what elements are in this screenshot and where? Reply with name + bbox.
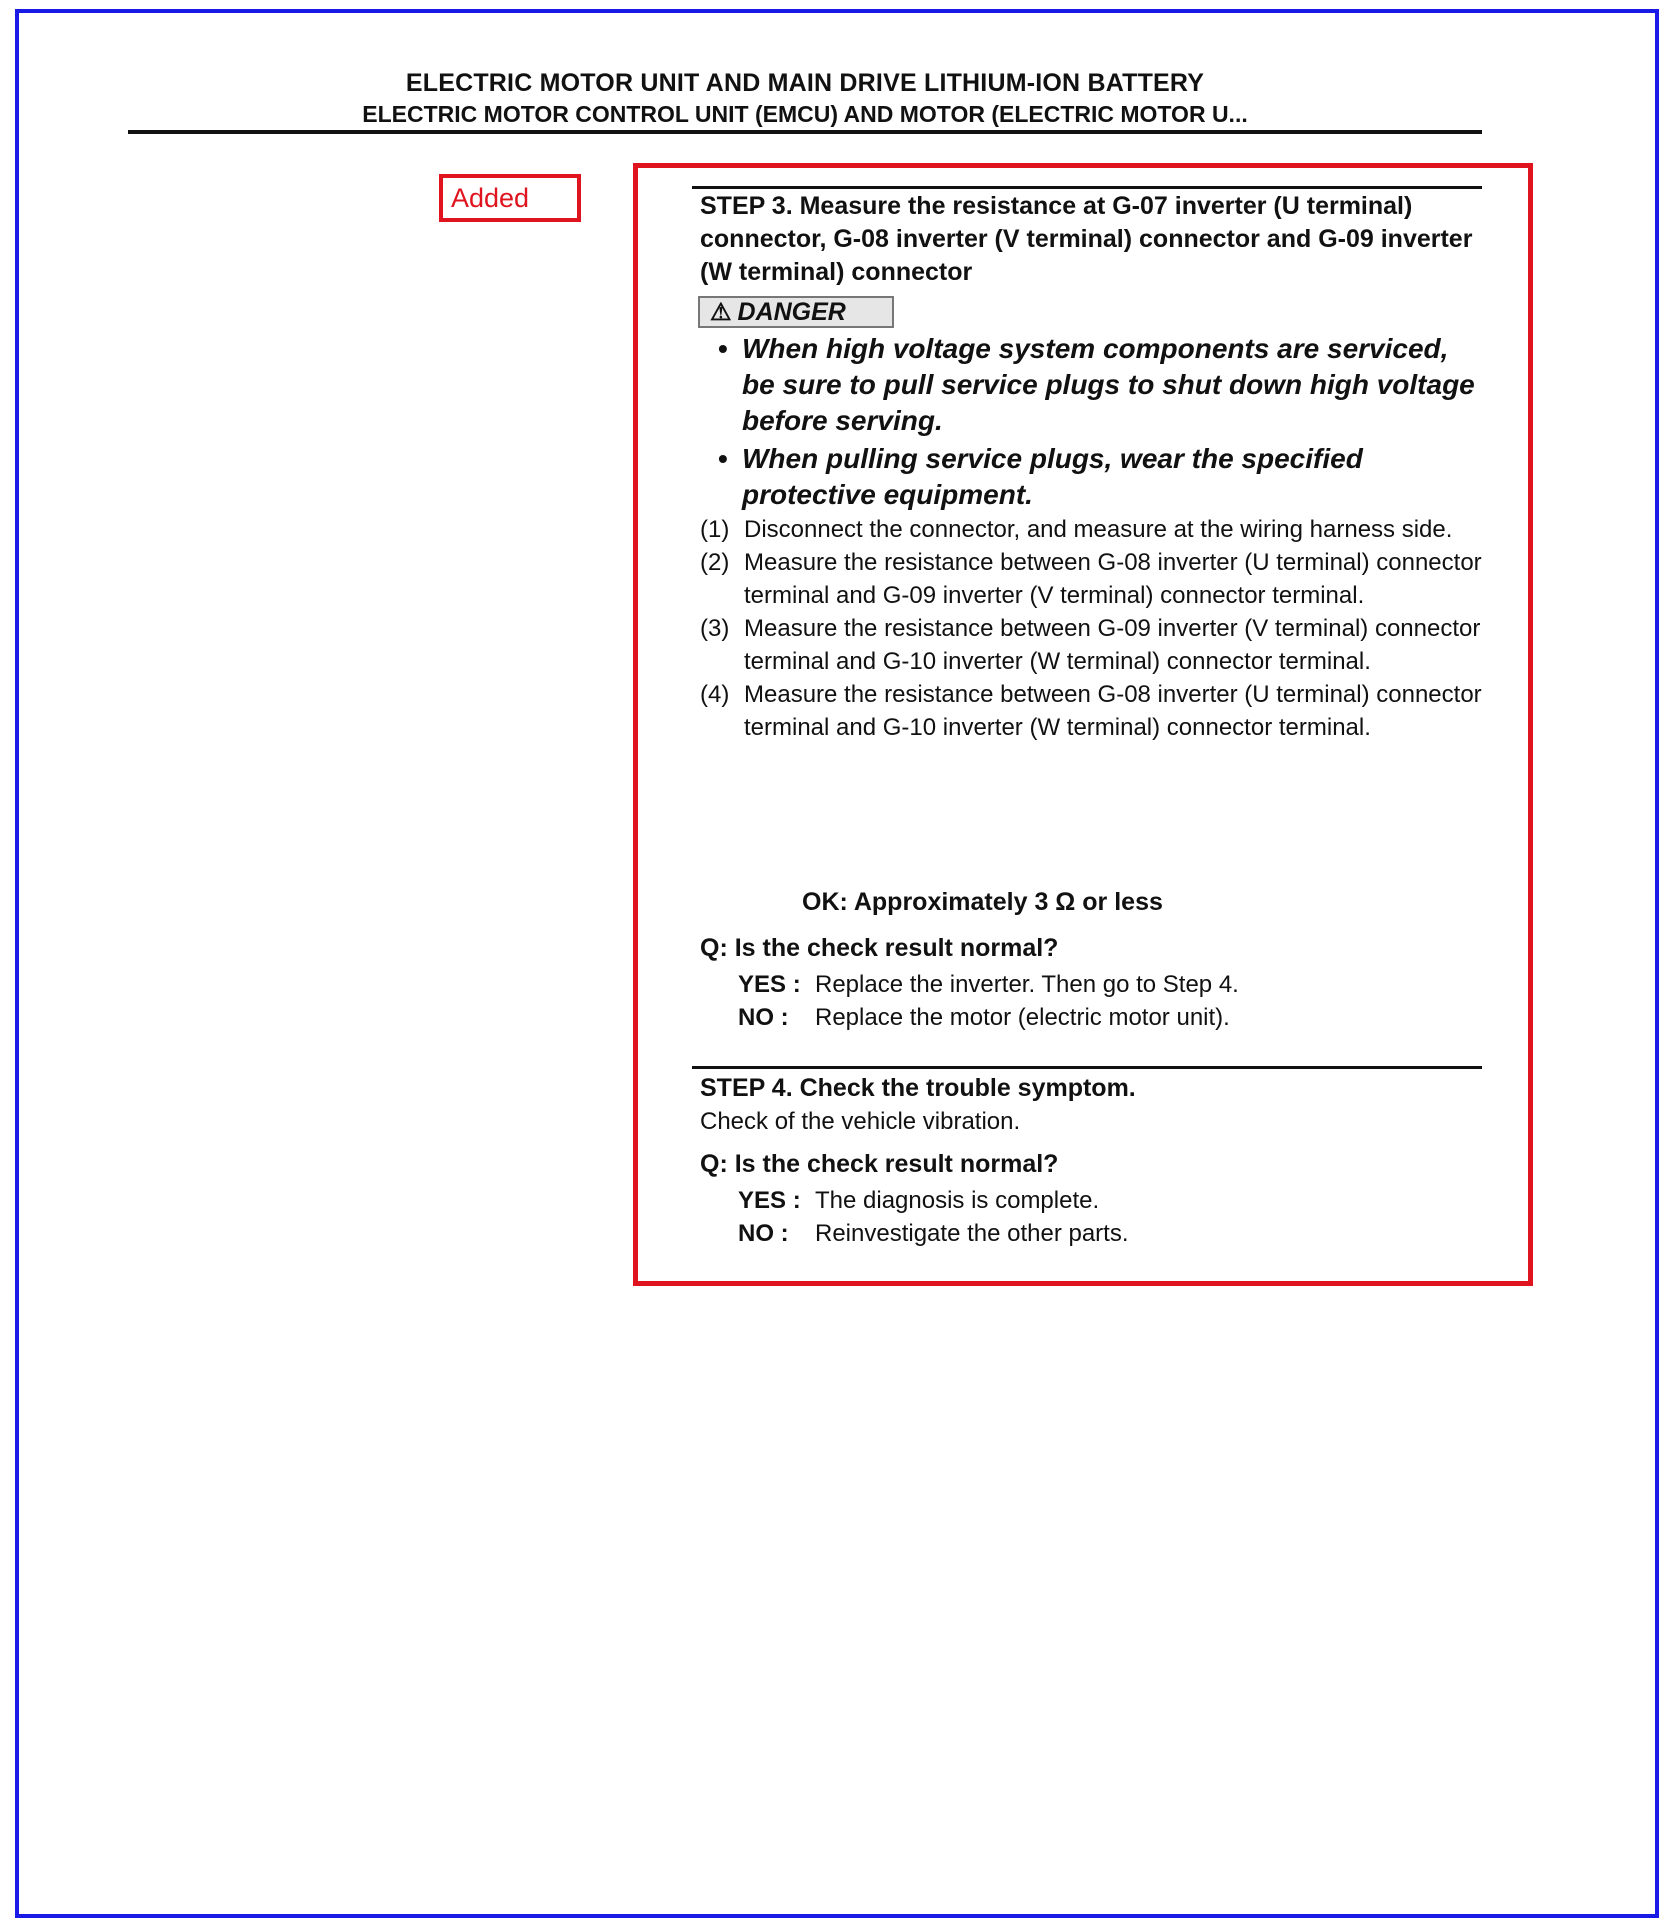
header-title: ELECTRIC MOTOR UNIT AND MAIN DRIVE LITHIUM-ION BATTERY: [405, 69, 1205, 97]
content-box: [633, 163, 1533, 1286]
procedure-item: [700, 546, 1490, 612]
step4-yes-answer: [738, 1184, 1099, 1217]
no-text: Reinvestigate the other parts.: [815, 1220, 1129, 1247]
step3-no-answer: [738, 1001, 1230, 1034]
header-rule: [128, 130, 1482, 134]
procedure-text: Measure the resistance between G-09 inverter (V terminal) connector terminal and G-10 inverter (W terminal) connector terminal.: [744, 615, 1481, 675]
danger-list: [718, 331, 1478, 515]
procedure-item: [700, 612, 1490, 678]
procedure-number: (2): [700, 549, 730, 576]
warning-triangle-icon: ⚠: [710, 299, 732, 326]
procedure-text: Measure the resistance between G-08 inverter (U terminal) connector terminal and G-10 inverter (W terminal) connector terminal.: [744, 681, 1482, 741]
yes-text: The diagnosis is complete.: [815, 1187, 1100, 1214]
step3-question: Q: Is the check result normal?: [700, 934, 1059, 962]
procedure-number: (3): [700, 615, 730, 642]
step3-heading: STEP 3. Measure the resistance at G-07 inverter (U terminal) connector, G-08 inverter (V terminal) connector and G-09 inverter (W terminal) connector: [700, 192, 1473, 286]
procedure-list: [700, 513, 1490, 744]
no-key: NO :: [738, 1004, 789, 1031]
step4-no-answer: [738, 1217, 1129, 1250]
yes-key: YES :: [738, 1187, 801, 1214]
yes-text: Replace the inverter. Then go to Step 4.: [815, 971, 1239, 998]
no-text: Replace the motor (electric motor unit).: [815, 1004, 1230, 1031]
procedure-number: (1): [700, 516, 730, 543]
procedure-item: [700, 513, 1490, 546]
step4-body: Check of the vehicle vibration.: [700, 1108, 1021, 1135]
ok-criterion: OK: Approximately 3 Ω or less: [802, 888, 1163, 916]
step4-rule: [692, 1066, 1482, 1069]
danger-item: • When high voltage system components are serviced, be sure to pull service plugs to shut down high voltage before serving.: [718, 331, 1478, 439]
no-key: NO :: [738, 1220, 789, 1247]
header-subtitle: ELECTRIC MOTOR CONTROL UNIT (EMCU) AND MOTOR (ELECTRIC MOTOR U...: [362, 101, 1248, 127]
danger-label: [698, 296, 894, 328]
danger-label-text: DANGER: [737, 298, 846, 326]
yes-key: YES :: [738, 971, 801, 998]
step3-rule: [692, 186, 1482, 189]
danger-item: • When pulling service plugs, wear the specified protective equipment.: [718, 441, 1478, 513]
page-header: [128, 68, 1482, 128]
step4-question: Q: Is the check result normal?: [700, 1150, 1059, 1178]
procedure-item: [700, 678, 1490, 744]
procedure-number: (4): [700, 681, 730, 708]
step3-yes-answer: [738, 968, 1239, 1001]
step4-heading: STEP 4. Check the trouble symptom.: [700, 1074, 1136, 1102]
procedure-text: Measure the resistance between G-08 inverter (U terminal) connector terminal and G-09 inverter (V terminal) connector terminal.: [744, 549, 1482, 609]
added-badge: Added: [439, 174, 581, 222]
procedure-text: Disconnect the connector, and measure at the wiring harness side.: [744, 516, 1453, 543]
